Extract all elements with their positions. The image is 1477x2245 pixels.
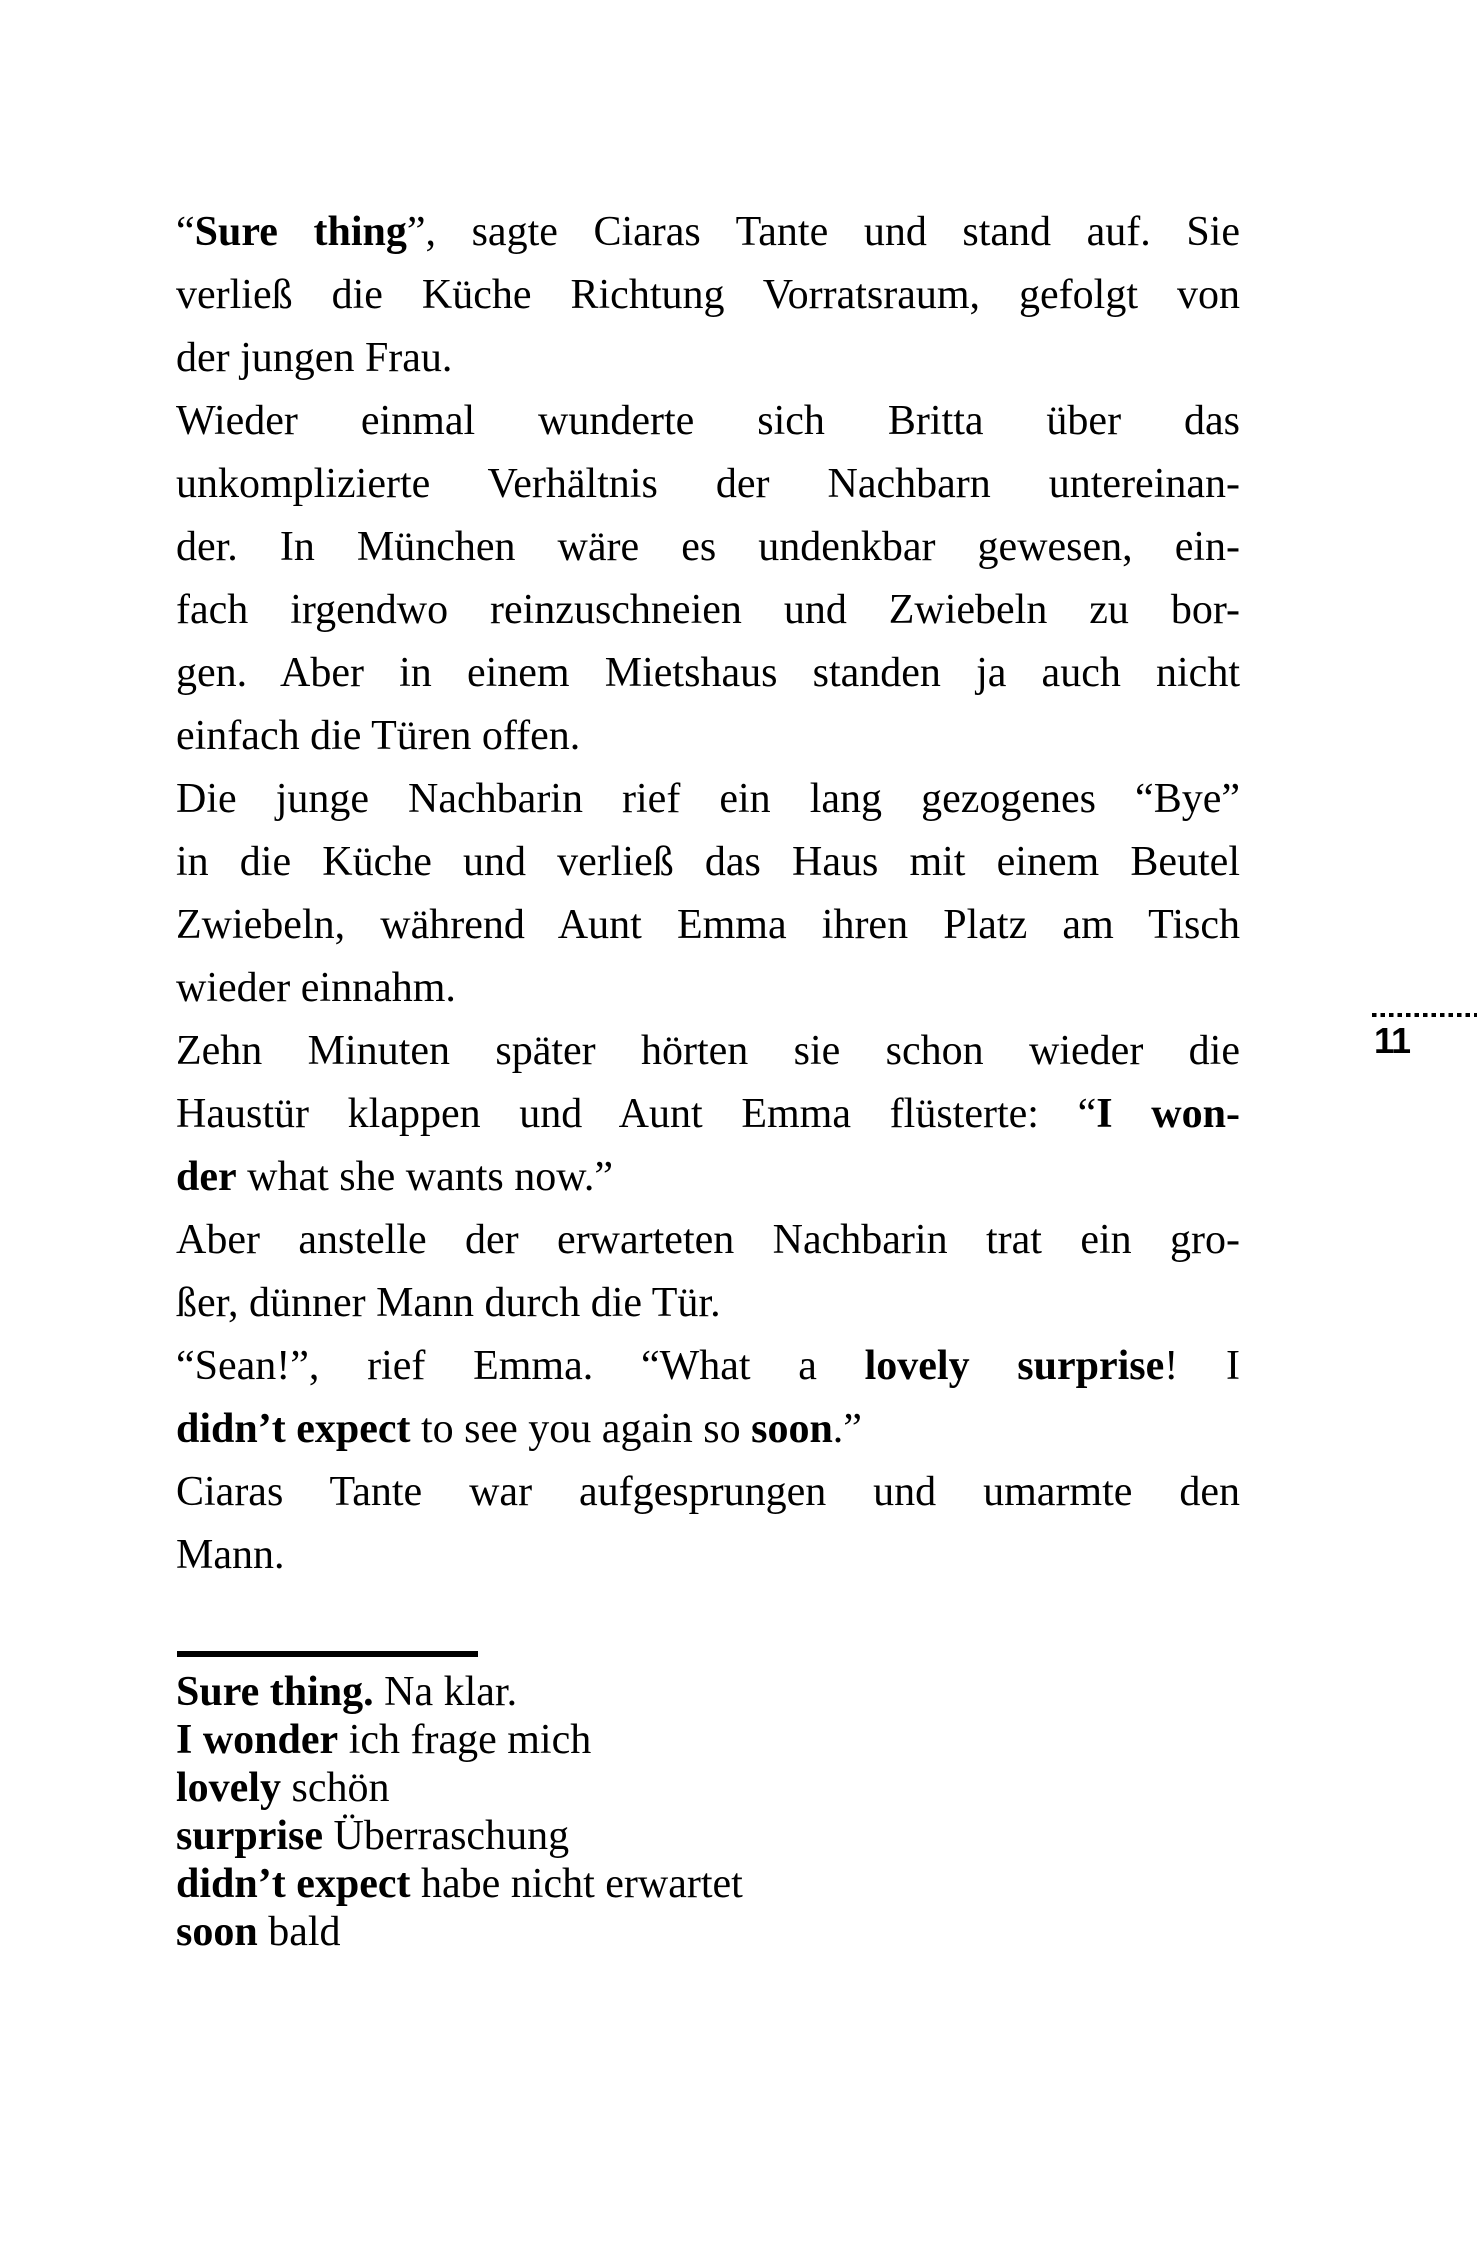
text-segment: Aber anstelle der erwarteten Nachbarin trat ein gro- [176, 1217, 1240, 1263]
story-line [176, 579, 1240, 642]
text-segment: “ [176, 209, 195, 255]
text-segment: Zwiebeln, während Aunt Emma ihren Platz am Tisch [176, 902, 1240, 948]
text-segment: Die junge Nachbarin rief ein lang gezogenes “Bye” [176, 776, 1240, 822]
bold-text-segment: Sure thing [194, 209, 407, 255]
text-segment: wieder einnahm. [176, 965, 456, 1011]
vocab-entry [176, 1668, 1296, 1716]
bold-text-segment: I won- [1096, 1091, 1240, 1137]
story-line [176, 1335, 1240, 1398]
story-line [176, 1398, 1240, 1461]
text-segment: Ciaras Tante war aufgesprungen und umarmte den [176, 1469, 1240, 1515]
vocab-entry [176, 1908, 1296, 1956]
story-line [176, 1146, 1240, 1209]
text-segment: Haustür klappen und Aunt Emma flüsterte: “ [176, 1091, 1097, 1137]
text-segment: einfach die Türen offen. [176, 713, 581, 759]
story-line [176, 768, 1240, 831]
footnote-divider [177, 1651, 478, 1657]
story-line [176, 516, 1240, 579]
text-segment: der jungen Frau. [176, 335, 453, 381]
vocab-entry [176, 1716, 1296, 1764]
vocab-entry [176, 1812, 1296, 1860]
text-segment: Mann. [176, 1532, 285, 1578]
story-line [176, 705, 1240, 768]
text-segment: ßer, dünner Mann durch die Tür. [176, 1280, 721, 1326]
bold-text-segment: soon [751, 1406, 833, 1452]
vocab-entry [176, 1860, 1296, 1908]
text-segment: Wieder einmal wunderte sich Britta über das [176, 398, 1240, 444]
story-line [176, 831, 1240, 894]
story-line [176, 390, 1240, 453]
text-segment: .” [832, 1406, 862, 1452]
story-line [176, 1020, 1240, 1083]
story-line [176, 1209, 1240, 1272]
story-line [176, 642, 1240, 705]
text-segment: ! I [1164, 1343, 1240, 1389]
page-number-dotted-line [1372, 1013, 1477, 1017]
vocab-term: I wonder [176, 1717, 339, 1763]
story-line [176, 327, 1240, 390]
vocab-translation: Überraschung [323, 1813, 570, 1859]
story-line [176, 1083, 1240, 1146]
vocabulary-footnotes [176, 1668, 1296, 1956]
text-segment: ”, sagte Ciaras Tante und stand auf. Sie [406, 209, 1240, 255]
page-number: 11 [1374, 1020, 1411, 1061]
bold-text-segment: der [176, 1154, 237, 1200]
text-segment: gen. Aber in einem Mietshaus standen ja auch nicht [176, 650, 1240, 696]
story-line [176, 957, 1240, 1020]
vocab-translation: ich frage mich [338, 1717, 592, 1763]
text-segment: fach irgendwo reinzuschneien und Zwiebeln zu bor- [176, 587, 1240, 633]
vocab-entry [176, 1764, 1296, 1812]
bold-text-segment: didn’t expect [176, 1406, 411, 1452]
vocab-term: didn’t expect [176, 1861, 411, 1907]
vocab-term: lovely [176, 1765, 281, 1811]
vocab-translation: habe nicht erwartet [410, 1861, 743, 1907]
story-line [176, 1461, 1240, 1524]
story-line [176, 894, 1240, 957]
story-text [176, 201, 1240, 1587]
bold-text-segment: lovely surprise [864, 1343, 1165, 1389]
vocab-translation: bald [257, 1909, 341, 1955]
text-segment: in die Küche und verließ das Haus mit einem Beutel [176, 839, 1240, 885]
text-segment: unkomplizierte Verhältnis der Nachbarn untereinan- [176, 461, 1240, 507]
text-segment: Zehn Minuten später hörten sie schon wieder die [176, 1028, 1240, 1074]
story-line [176, 264, 1240, 327]
text-segment: what she wants now.” [236, 1154, 614, 1200]
vocab-term: Sure thing. [176, 1669, 374, 1715]
text-segment: der. In München wäre es undenkbar gewesen, ein- [176, 524, 1240, 570]
vocab-term: surprise [176, 1813, 323, 1859]
vocab-translation: schön [280, 1765, 390, 1811]
story-line [176, 1524, 1240, 1587]
text-segment: verließ die Küche Richtung Vorratsraum, gefolgt von [176, 272, 1240, 318]
story-line [176, 453, 1240, 516]
vocab-term: soon [176, 1909, 258, 1955]
story-line [176, 201, 1240, 264]
vocab-translation: Na klar. [373, 1669, 518, 1715]
story-line [176, 1272, 1240, 1335]
text-segment: “Sean!”, rief Emma. “What a [176, 1343, 865, 1389]
text-segment: to see you again so [410, 1406, 752, 1452]
